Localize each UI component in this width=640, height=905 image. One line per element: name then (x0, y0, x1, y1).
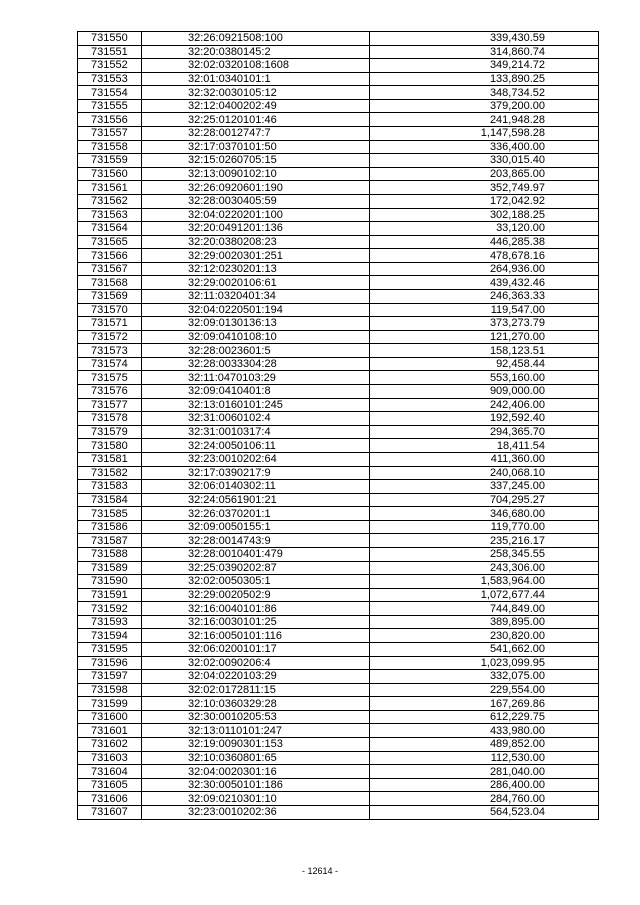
record-id-cell: 731596 (78, 656, 142, 670)
table-row (78, 683, 599, 697)
cadastral-number-cell: 32:26:0370201:1 (142, 507, 370, 521)
cadastral-number-cell: 32:28:0030405:59 (142, 194, 370, 208)
table-row (78, 656, 599, 670)
table-row (78, 602, 599, 616)
table-row (78, 778, 599, 792)
table-row (78, 45, 599, 59)
amount-cell: 704,295.27 (370, 493, 599, 507)
record-id-cell: 731554 (78, 86, 142, 100)
cadastral-number-cell: 32:10:0360801:65 (142, 751, 370, 765)
cadastral-number-cell: 32:06:0140302:11 (142, 480, 370, 494)
amount-cell: 330,015.40 (370, 154, 599, 168)
amount-cell: 332,075.00 (370, 670, 599, 684)
amount-cell: 203,865.00 (370, 167, 599, 181)
table-row (78, 520, 599, 534)
amount-cell: 446,285.38 (370, 235, 599, 249)
table-body (78, 32, 599, 820)
table-row (78, 466, 599, 480)
table-row (78, 792, 599, 806)
amount-cell: 541,662.00 (370, 643, 599, 657)
cadastral-number-cell: 32:28:0033304:28 (142, 357, 370, 371)
amount-cell: 240,068.10 (370, 466, 599, 480)
amount-cell: 294,365.70 (370, 425, 599, 439)
record-id-cell: 731557 (78, 127, 142, 141)
record-id-cell: 731556 (78, 113, 142, 127)
amount-cell: 119,547.00 (370, 303, 599, 317)
data-table (77, 31, 599, 820)
table-row (78, 317, 599, 331)
table-row (78, 249, 599, 263)
cadastral-number-cell: 32:28:0023601:5 (142, 344, 370, 358)
amount-cell: 172,042.92 (370, 194, 599, 208)
cadastral-number-cell: 32:09:0050155:1 (142, 520, 370, 534)
record-id-cell: 731597 (78, 670, 142, 684)
amount-cell: 158,123.51 (370, 344, 599, 358)
record-id-cell: 731550 (78, 32, 142, 46)
amount-cell: 258,345.55 (370, 547, 599, 561)
cadastral-number-cell: 32:26:0921508:100 (142, 32, 370, 46)
cadastral-number-cell: 32:19:0090301:153 (142, 738, 370, 752)
table-row (78, 561, 599, 575)
record-id-cell: 731558 (78, 140, 142, 154)
record-id-cell: 731604 (78, 765, 142, 779)
cadastral-number-cell: 32:24:0561901:21 (142, 493, 370, 507)
table-row (78, 425, 599, 439)
record-id-cell: 731605 (78, 778, 142, 792)
record-id-cell: 731560 (78, 167, 142, 181)
cadastral-number-cell: 32:09:0210301:10 (142, 792, 370, 806)
record-id-cell: 731570 (78, 303, 142, 317)
record-id-cell: 731602 (78, 738, 142, 752)
record-id-cell: 731562 (78, 194, 142, 208)
amount-cell: 192,592.40 (370, 412, 599, 426)
cadastral-number-cell: 32:10:0360329:28 (142, 697, 370, 711)
table-row (78, 113, 599, 127)
record-id-cell: 731588 (78, 547, 142, 561)
table-row (78, 289, 599, 303)
cadastral-number-cell: 32:28:0014743:9 (142, 534, 370, 548)
cadastral-number-cell: 32:23:0010202:64 (142, 452, 370, 466)
cadastral-number-cell: 32:20:0491201:136 (142, 222, 370, 236)
record-id-cell: 731593 (78, 615, 142, 629)
table-row (78, 32, 599, 46)
record-id-cell: 731571 (78, 317, 142, 331)
table-row (78, 72, 599, 86)
amount-cell: 433,980.00 (370, 724, 599, 738)
amount-cell: 411,360.00 (370, 452, 599, 466)
table-row (78, 385, 599, 399)
table-row (78, 547, 599, 561)
cadastral-number-cell: 32:31:0010317:4 (142, 425, 370, 439)
cadastral-number-cell: 32:16:0040101:86 (142, 602, 370, 616)
amount-cell: 1,147,598.28 (370, 127, 599, 141)
table-row (78, 154, 599, 168)
record-id-cell: 731553 (78, 72, 142, 86)
cadastral-number-cell: 32:11:0320401:34 (142, 289, 370, 303)
table-row (78, 181, 599, 195)
amount-cell: 744,849.00 (370, 602, 599, 616)
amount-cell: 346,680.00 (370, 507, 599, 521)
amount-cell: 553,160.00 (370, 371, 599, 385)
record-id-cell: 731582 (78, 466, 142, 480)
record-id-cell: 731583 (78, 480, 142, 494)
table-row (78, 276, 599, 290)
cadastral-number-cell: 32:15:0260705:15 (142, 154, 370, 168)
amount-cell: 229,554.00 (370, 683, 599, 697)
amount-cell: 167,269.86 (370, 697, 599, 711)
cadastral-number-cell: 32:25:0120101:46 (142, 113, 370, 127)
amount-cell: 348,734.52 (370, 86, 599, 100)
record-id-cell: 731572 (78, 330, 142, 344)
amount-cell: 349,214.72 (370, 59, 599, 73)
amount-cell: 242,406.00 (370, 398, 599, 412)
record-id-cell: 731551 (78, 45, 142, 59)
table-row (78, 615, 599, 629)
cadastral-number-cell: 32:17:0370101:50 (142, 140, 370, 154)
record-id-cell: 731589 (78, 561, 142, 575)
amount-cell: 241,948.28 (370, 113, 599, 127)
amount-cell: 246,363.33 (370, 289, 599, 303)
amount-cell: 336,400.00 (370, 140, 599, 154)
amount-cell: 352,749.97 (370, 181, 599, 195)
cadastral-number-cell: 32:09:0130136:13 (142, 317, 370, 331)
record-id-cell: 731564 (78, 222, 142, 236)
cadastral-number-cell: 32:28:0012747:7 (142, 127, 370, 141)
amount-cell: 119,770.00 (370, 520, 599, 534)
table-row (78, 127, 599, 141)
amount-cell: 33,120.00 (370, 222, 599, 236)
cadastral-number-cell: 32:20:0380208:23 (142, 235, 370, 249)
amount-cell: 339,430.59 (370, 32, 599, 46)
record-id-cell: 731584 (78, 493, 142, 507)
record-id-cell: 731586 (78, 520, 142, 534)
amount-cell: 112,530.00 (370, 751, 599, 765)
table-row (78, 167, 599, 181)
table-row (78, 724, 599, 738)
record-id-cell: 731595 (78, 643, 142, 657)
record-id-cell: 731576 (78, 385, 142, 399)
table-row (78, 344, 599, 358)
table-row (78, 357, 599, 371)
cadastral-number-cell: 32:04:0220103:29 (142, 670, 370, 684)
page-number: - 12614 - (301, 866, 339, 876)
cadastral-number-cell: 32:24:0050106:11 (142, 439, 370, 453)
amount-cell: 612,229.75 (370, 710, 599, 724)
amount-cell: 379,200.00 (370, 99, 599, 113)
cadastral-number-cell: 32:11:0470103:29 (142, 371, 370, 385)
record-id-cell: 731563 (78, 208, 142, 222)
cadastral-number-cell: 32:02:0050305:1 (142, 575, 370, 589)
amount-cell: 478,678.16 (370, 249, 599, 263)
amount-cell: 284,760.00 (370, 792, 599, 806)
record-id-cell: 731568 (78, 276, 142, 290)
cadastral-number-cell: 32:02:0172811:15 (142, 683, 370, 697)
amount-cell: 373,273.79 (370, 317, 599, 331)
cadastral-number-cell: 32:02:0320108:1608 (142, 59, 370, 73)
table-row (78, 670, 599, 684)
cadastral-number-cell: 32:17:0390217:9 (142, 466, 370, 480)
amount-cell: 302,188.25 (370, 208, 599, 222)
cadastral-number-cell: 32:04:0220501:194 (142, 303, 370, 317)
amount-cell: 1,072,677.44 (370, 588, 599, 602)
table-row (78, 398, 599, 412)
cadastral-number-cell: 32:20:0380145:2 (142, 45, 370, 59)
record-id-cell: 731580 (78, 439, 142, 453)
cadastral-number-cell: 32:31:0060102:4 (142, 412, 370, 426)
amount-cell: 489,852.00 (370, 738, 599, 752)
table-row (78, 303, 599, 317)
amount-cell: 286,400.00 (370, 778, 599, 792)
cadastral-number-cell: 32:16:0030101:25 (142, 615, 370, 629)
table-row (78, 697, 599, 711)
table-row (78, 140, 599, 154)
amount-cell: 235,216.17 (370, 534, 599, 548)
table-row (78, 99, 599, 113)
record-id-cell: 731569 (78, 289, 142, 303)
amount-cell: 1,583,964.00 (370, 575, 599, 589)
record-id-cell: 731567 (78, 262, 142, 276)
record-id-cell: 731574 (78, 357, 142, 371)
table-row (78, 751, 599, 765)
record-id-cell: 731599 (78, 697, 142, 711)
table-row (78, 371, 599, 385)
table-row (78, 194, 599, 208)
cadastral-number-cell: 32:04:0220201:100 (142, 208, 370, 222)
record-id-cell: 731581 (78, 452, 142, 466)
record-id-cell: 731579 (78, 425, 142, 439)
record-id-cell: 731607 (78, 805, 142, 819)
record-id-cell: 731575 (78, 371, 142, 385)
amount-cell: 92,458.44 (370, 357, 599, 371)
record-id-cell: 731577 (78, 398, 142, 412)
table-row (78, 738, 599, 752)
cadastral-number-cell: 32:13:0160101:245 (142, 398, 370, 412)
record-id-cell: 731587 (78, 534, 142, 548)
record-id-cell: 731552 (78, 59, 142, 73)
cadastral-number-cell: 32:02:0090206:4 (142, 656, 370, 670)
table-row (78, 452, 599, 466)
cadastral-number-cell: 32:09:0410401:8 (142, 385, 370, 399)
table-row (78, 710, 599, 724)
record-id-cell: 731601 (78, 724, 142, 738)
table-row (78, 439, 599, 453)
cadastral-number-cell: 32:29:0020301:251 (142, 249, 370, 263)
record-id-cell: 731566 (78, 249, 142, 263)
cadastral-number-cell: 32:26:0920601:190 (142, 181, 370, 195)
amount-cell: 314,860.74 (370, 45, 599, 59)
cadastral-number-cell: 32:01:0340101:1 (142, 72, 370, 86)
record-id-cell: 731594 (78, 629, 142, 643)
record-id-cell: 731592 (78, 602, 142, 616)
cadastral-number-cell: 32:29:0020502:9 (142, 588, 370, 602)
cadastral-number-cell: 32:25:0390202:87 (142, 561, 370, 575)
record-id-cell: 731585 (78, 507, 142, 521)
record-id-cell: 731561 (78, 181, 142, 195)
amount-cell: 18,411.54 (370, 439, 599, 453)
table-row (78, 86, 599, 100)
table-row (78, 493, 599, 507)
table-row (78, 629, 599, 643)
table-row (78, 412, 599, 426)
amount-cell: 564,523.04 (370, 805, 599, 819)
amount-cell: 337,245.00 (370, 480, 599, 494)
table-row (78, 222, 599, 236)
record-id-cell: 731600 (78, 710, 142, 724)
cadastral-number-cell: 32:13:0090102:10 (142, 167, 370, 181)
cadastral-number-cell: 32:32:0030105:12 (142, 86, 370, 100)
amount-cell: 230,820.00 (370, 629, 599, 643)
record-id-cell: 731555 (78, 99, 142, 113)
cadastral-number-cell: 32:16:0050101:116 (142, 629, 370, 643)
amount-cell: 264,936.00 (370, 262, 599, 276)
cadastral-number-cell: 32:29:0020106:61 (142, 276, 370, 290)
amount-cell: 243,306.00 (370, 561, 599, 575)
cadastral-number-cell: 32:30:0050101:186 (142, 778, 370, 792)
amount-cell: 439,432.46 (370, 276, 599, 290)
amount-cell: 1,023,099.95 (370, 656, 599, 670)
table-row (78, 235, 599, 249)
amount-cell: 389,895.00 (370, 615, 599, 629)
table-row (78, 59, 599, 73)
cadastral-number-cell: 32:28:0010401:479 (142, 547, 370, 561)
cadastral-number-cell: 32:23:0010202:36 (142, 805, 370, 819)
record-id-cell: 731573 (78, 344, 142, 358)
amount-cell: 281,040.00 (370, 765, 599, 779)
record-id-cell: 731603 (78, 751, 142, 765)
record-id-cell: 731565 (78, 235, 142, 249)
table-row (78, 480, 599, 494)
table-row (78, 262, 599, 276)
cadastral-number-cell: 32:12:0400202:49 (142, 99, 370, 113)
table-row (78, 507, 599, 521)
cadastral-number-cell: 32:09:0410108:10 (142, 330, 370, 344)
amount-cell: 133,890.25 (370, 72, 599, 86)
record-id-cell: 731598 (78, 683, 142, 697)
table-row (78, 805, 599, 819)
amount-cell: 909,000.00 (370, 385, 599, 399)
record-id-cell: 731559 (78, 154, 142, 168)
table-row (78, 765, 599, 779)
table-row (78, 534, 599, 548)
cadastral-number-cell: 32:12:0230201:13 (142, 262, 370, 276)
table-row (78, 208, 599, 222)
table-row (78, 588, 599, 602)
record-id-cell: 731606 (78, 792, 142, 806)
cadastral-number-cell: 32:13:0110101:247 (142, 724, 370, 738)
cadastral-number-cell: 32:04:0020301:16 (142, 765, 370, 779)
table-row (78, 330, 599, 344)
cadastral-number-cell: 32:06:0200101:17 (142, 643, 370, 657)
table-row (78, 575, 599, 589)
cadastral-number-cell: 32:30:0010205:53 (142, 710, 370, 724)
record-id-cell: 731578 (78, 412, 142, 426)
amount-cell: 121,270.00 (370, 330, 599, 344)
record-id-cell: 731590 (78, 575, 142, 589)
record-id-cell: 731591 (78, 588, 142, 602)
table-row (78, 643, 599, 657)
